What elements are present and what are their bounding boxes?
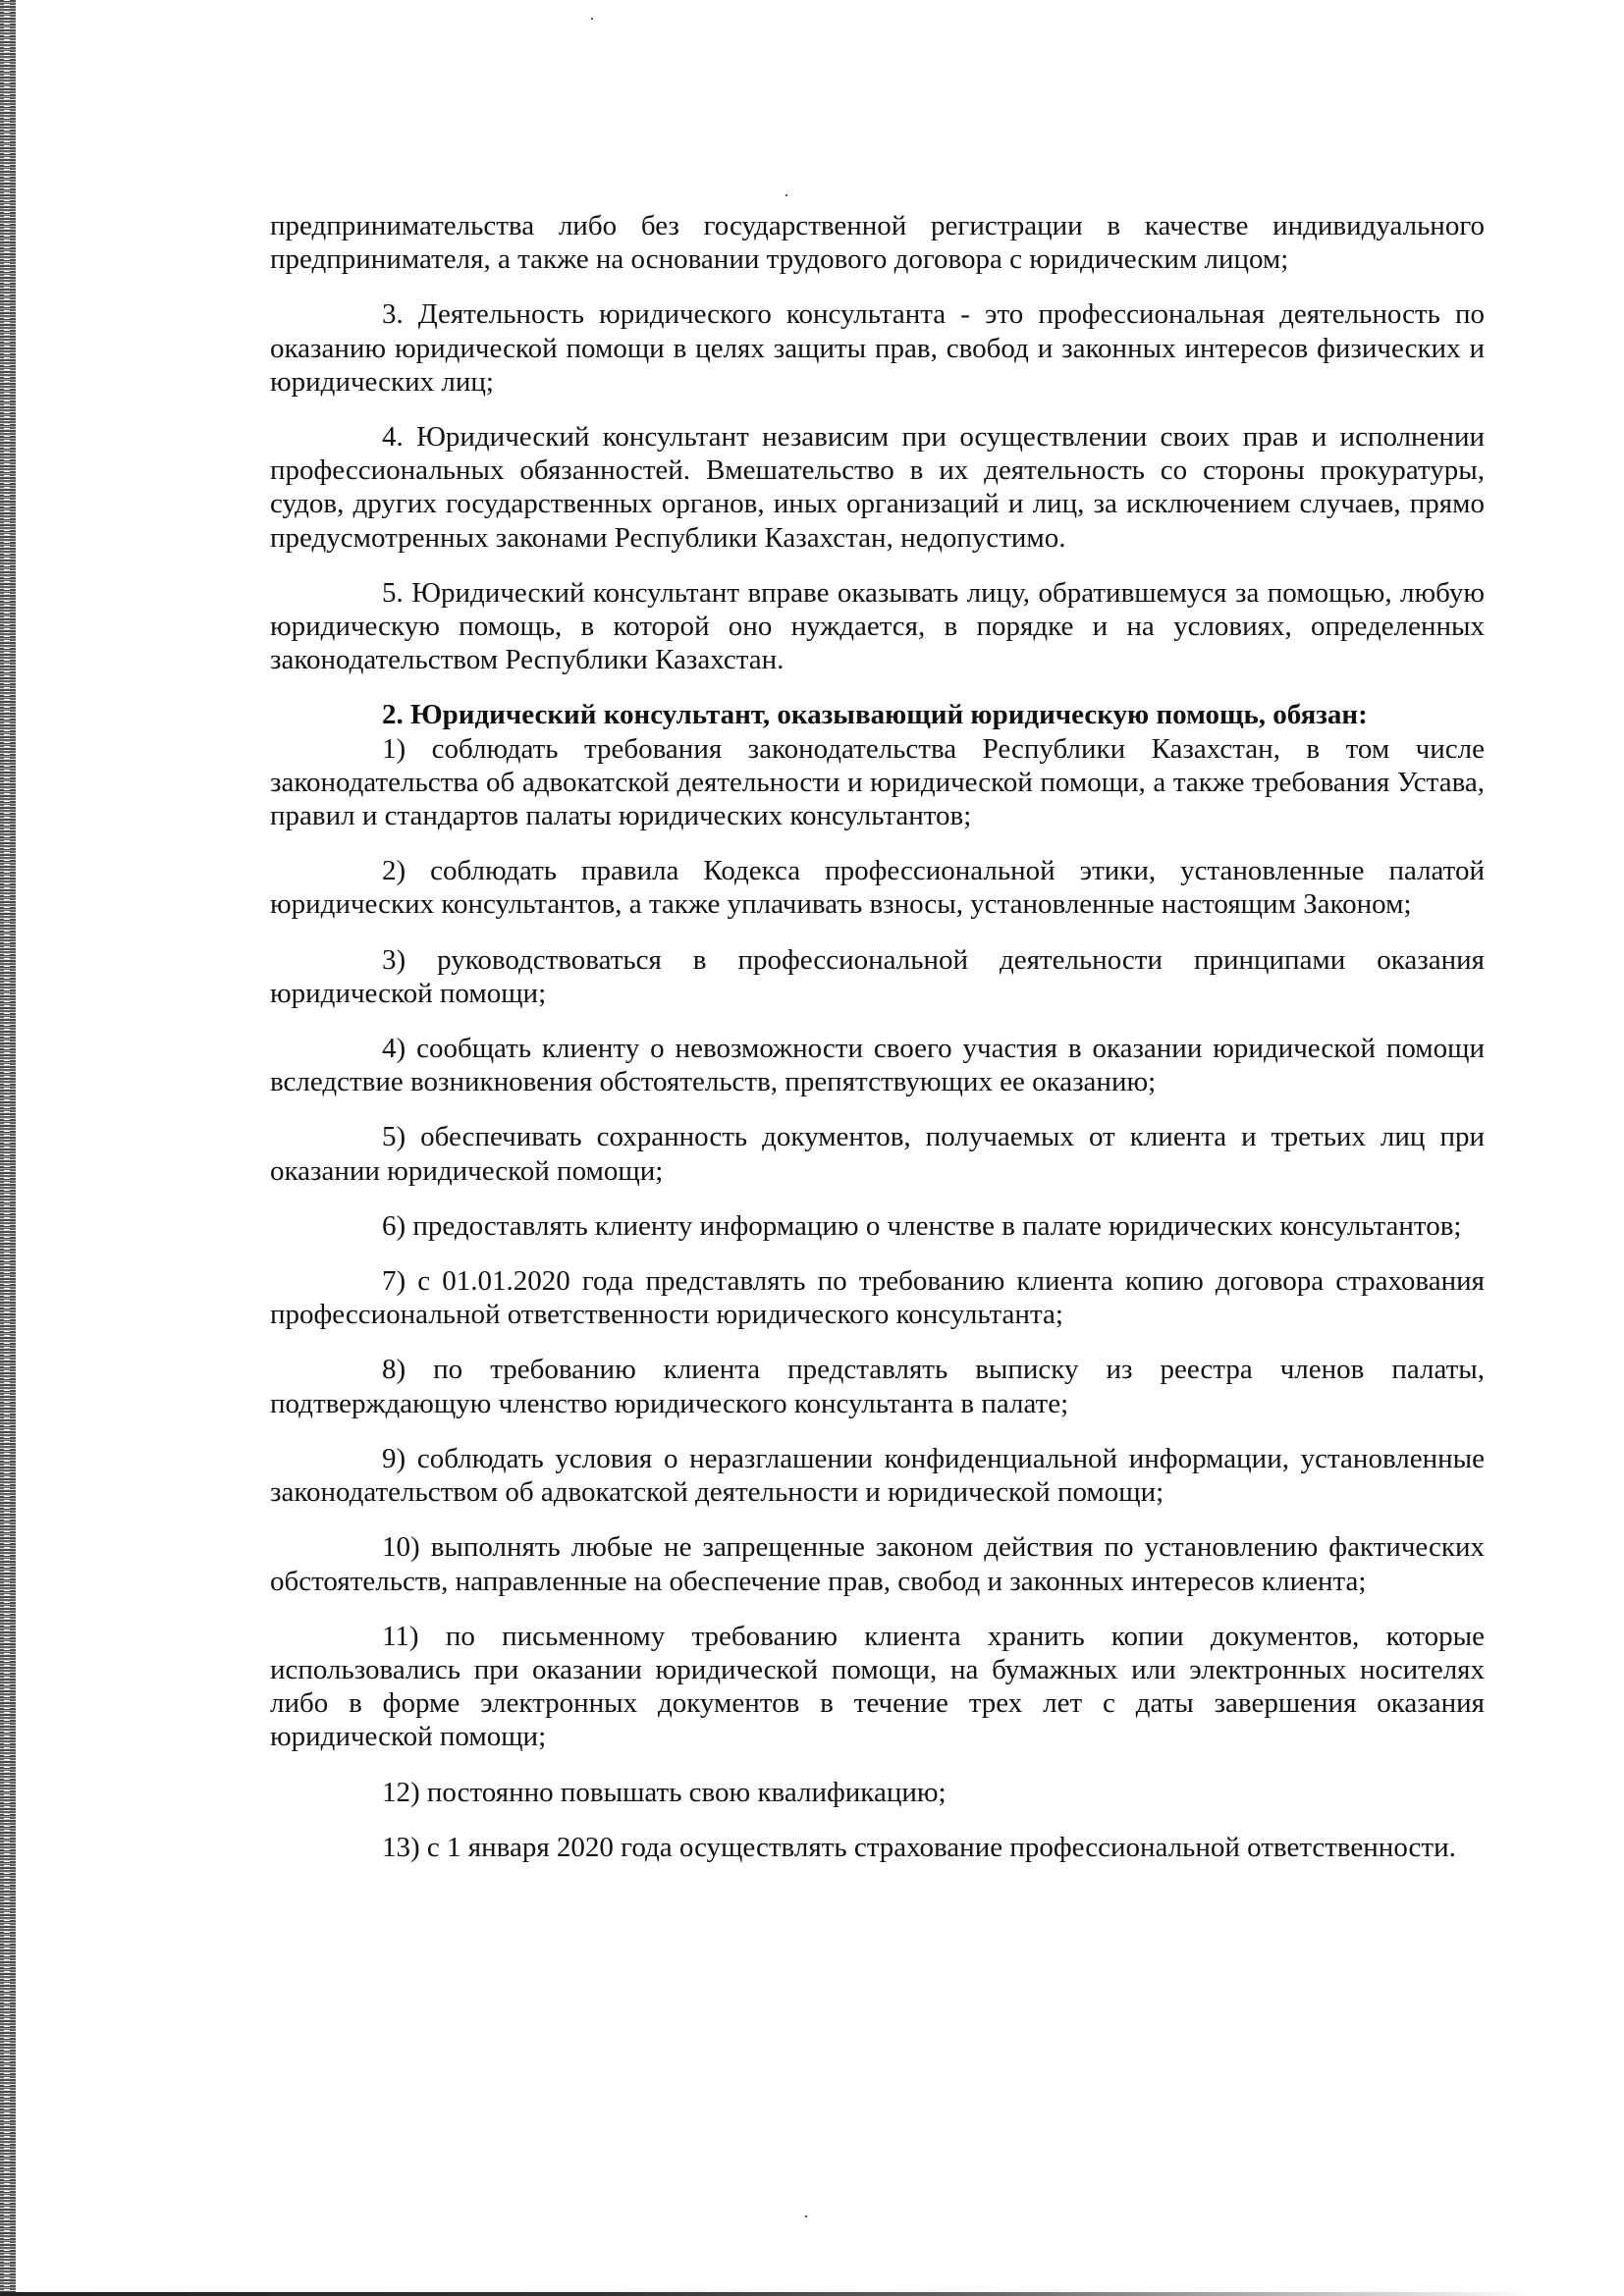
document-body [270,209,1485,1886]
scan-speck [591,18,593,20]
scan-speck [805,2216,807,2217]
paragraph-continuation: предпринимательства либо без государственной регистрации в качестве индивидуального предпринимателя, а также на основании трудового договора с юридическим лицом; [270,210,1485,276]
scan-edge-bottom [0,2292,1532,2296]
obligation-item-7: 7) с 01.01.2020 года представлять по требованию клиента копию договора страхования профессиональной ответственности юридического консультанта; [270,1265,1485,1331]
obligation-item-11: 11) по письменному требованию клиента хранить копии документов, которые использовались при оказании юридической помощи, на бумажных или электронных носителях либо в форме электронных документов в течение трех лет с даты завершения оказания юридической помощи; [270,1620,1485,1753]
obligation-item-5: 5) обеспечивать сохранность документов, получаемых от клиента и третьих лиц при оказании юридической помощи; [270,1121,1485,1187]
obligation-item-1: 1) соблюдать требования законодательства Республики Казахстан, в том числе законодательства об адвокатской деятельности и юридической помощи, а также требования Устава, правил и стандартов палаты юридических консультантов; [270,732,1485,832]
section-heading-obligations: 2. Юридический консультант, оказывающий юридическую помощь, обязан: [382,699,1368,731]
obligation-item-4: 4) сообщать клиенту о невозможности своего участия в оказании юридической помощи вследствие возникновения обстоятельств, препятствующих ее оказанию; [270,1033,1485,1098]
paragraph-item-3: 3. Деятельность юридического консультанта - это профессиональная деятельность по оказанию юридической помощи в целях защиты прав, свобод и законных интересов физических и юридических лиц; [270,298,1485,398]
scan-speck [785,194,787,196]
obligation-item-6: 6) предоставлять клиенту информацию о членстве в палате юридических консультантов; [382,1209,1462,1242]
obligation-item-3: 3) руководствоваться в профессиональной деятельности принципами оказания юридической помощи; [270,943,1485,1009]
obligation-item-10: 10) выполнять любые не запрещенные законом действия по установлению фактических обстоятельств, направленные на обеспечение прав, свобод и законных интересов клиента; [270,1531,1485,1597]
obligation-item-2: 2) соблюдать правила Кодекса профессиональной этики, установленные палатой юридических консультантов, а также уплачивать взносы, установленные настоящим Законом; [270,855,1485,921]
paragraph-item-4: 4. Юридический консультант независим при осуществлении своих прав и исполнении профессиональных обязанностей. Вмешательство в их деятельность со стороны прокуратуры, судов, других государственных органов, иных организаций и лиц, за исключением случаев, прямо предусмотренных законами Республики Казахстан, недопустимо. [270,421,1485,554]
obligation-item-8: 8) по требованию клиента представлять выписку из реестра членов палаты, подтверждающую членство юридического консультанта в палате; [270,1354,1485,1419]
obligation-item-12: 12) постоянно повышать свою квалификацию; [382,1776,947,1808]
scan-edge-left [0,0,16,2296]
obligation-item-13: 13) с 1 января 2020 года осуществлять страхование профессиональной ответственности. [382,1831,1456,1863]
paragraph-item-5: 5. Юридический консультант вправе оказывать лицу, обратившемуся за помощью, любую юридическую помощь, в которой оно нуждается, в порядке и на условиях, определенных законодательством Республики Казахстан. [270,576,1485,676]
obligation-item-9: 9) соблюдать условия о неразглашении конфиденциальной информации, установленные законодательством об адвокатской деятельности и юридической помощи; [270,1442,1485,1509]
